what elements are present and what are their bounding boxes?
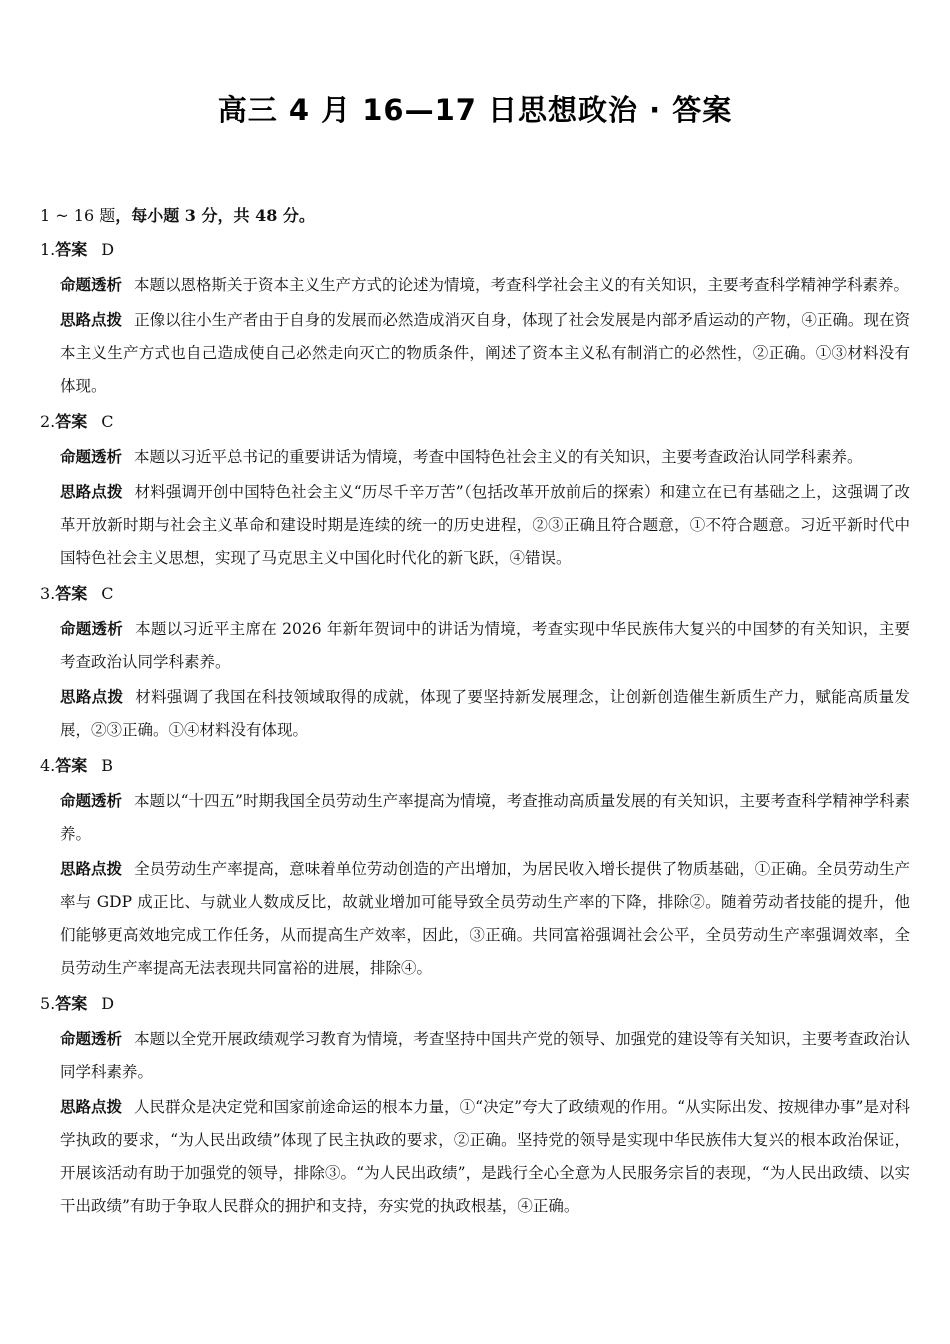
question-number: 2. [40,412,56,431]
analysis-paragraph [40,269,910,302]
analysis-label: 命题透析 [60,448,123,466]
analysis-text: 本题以习近平主席在 2026 年新年贺词中的讲话为情境，考查实现中华民族伟大复兴的中国梦的有关知识，主要考查政治认同学科素养。 [60,620,910,671]
hint-label: 思路点拨 [60,860,123,878]
hint-label: 思路点拨 [60,311,123,329]
question-block [40,237,910,403]
answer-label: 答案 [55,240,88,259]
hint-text: 人民群众是决定党和国家前途命运的根本力量，①“决定”夸大了政绩观的作用。“从实际出发、按规律办事”是对科学执政的要求，“为人民出政绩”体现了民主执政的要求，②正确。坚持党的领导是实现中华民族伟大复兴的根本政治保证，开展该活动有助于加强党的领导，排除③。“为人民出政绩”，是践行全心全意为人民服务宗旨的表现，“为人民出政绩、以实干出政绩”有助于争取人民群众的拥护和支持，夯实党的执政根基，④正确。 [60,1098,910,1215]
question-block [40,409,910,575]
question-number: 5. [40,994,56,1013]
question-block [40,991,910,1223]
hint-text: 材料强调了我国在科技领域取得的成就，体现了要坚持新发展理念，让创新创造催生新质生产力，赋能高质量发展，②③正确。①④材料没有体现。 [60,688,910,739]
hint-label: 思路点拨 [60,688,124,706]
answer-label: 答案 [55,412,88,431]
hint-text: 正像以往小生产者由于自身的发展而必然造成消灭自身，体现了社会发展是内部矛盾运动的产物，④正确。现在资本主义生产方式也自己造成使自己必然走向灭亡的物质条件，阐述了资本主义私有制消亡的必然性，②正确。①③材料没有体现。 [60,311,910,395]
answer-value: C [101,584,114,603]
hint-label: 思路点拨 [60,483,123,501]
answer-label: 答案 [55,584,88,603]
hint-label: 思路点拨 [60,1098,123,1116]
hint-text: 全员劳动生产率提高，意味着单位劳动创造的产出增加，为居民收入增长提供了物质基础，①正确。全员劳动生产率与 GDP 成正比、与就业人数成反比，故就业增加可能导致全员劳动生产率的下降，排除②。随着劳动者技能的提升，他们能够更高效地完成工作任务，从而提高生产效率，因此，③正确。共同富裕强调社会公平，全员劳动生产率强调效率，全员劳动生产率提高无法表现共同富裕的进展，排除④。 [60,860,910,977]
question-number: 1. [40,240,56,259]
answer-value: D [101,994,115,1013]
analysis-text: 本题以恩格斯关于资本主义生产方式的论述为情境，考查科学社会主义的有关知识，主要考查科学精神学科素养。 [134,276,910,294]
answer-value: C [101,412,114,431]
analysis-paragraph [40,1023,910,1089]
analysis-text: 本题以习近平总书记的重要讲话为情境，考查中国特色社会主义的有关知识，主要考查政治认同学科素养。 [134,448,863,466]
answer-line [40,991,910,1017]
analysis-text: 本题以“十四五”时期我国全员劳动生产率提高为情境，考查推动高质量发展的有关知识，主要考查科学精神学科素养。 [60,792,910,843]
hint-paragraph [40,304,910,403]
analysis-paragraph [40,613,910,679]
analysis-label: 命题透析 [60,276,123,294]
answer-line [40,409,910,435]
analysis-text: 本题以全党开展政绩观学习教育为情境，考查坚持中国共产党的领导、加强党的建设等有关知识，主要考查政治认同学科素养。 [60,1030,910,1081]
answer-label: 答案 [55,756,88,775]
hint-text: 材料强调开创中国特色社会主义“历尽千辛万苦”（包括改革开放前后的探索）和建立在已有基础之上，这强调了改革开放新时期与社会主义革命和建设时期是连续的统一的历史进程，②③正确且符合题意，①不符合题意。习近平新时代中国特色社会主义思想，实现了马克思主义中国化时代化的新飞跃，④错误。 [60,483,910,567]
answer-label: 答案 [55,994,88,1013]
scoring-rule: ，每小题 3 分，共 48 分。 [115,206,315,225]
question-block [40,753,910,985]
answer-value: D [101,240,115,259]
question-number: 3. [40,584,56,603]
analysis-label: 命题透析 [60,792,123,810]
question-range: 1 ~ 16 题 [40,206,116,225]
answer-line [40,581,910,607]
analysis-paragraph [40,441,910,474]
hint-paragraph [40,1091,910,1223]
analysis-label: 命题透析 [60,620,124,638]
answer-content [40,203,910,1229]
analysis-paragraph [40,785,910,851]
answer-value: B [101,756,114,775]
scoring-summary [40,203,910,229]
answer-line [40,237,910,263]
page-title: 高三 4 月 16—17 日思想政治 · 答案 [217,93,733,127]
answer-line [40,753,910,779]
question-number: 4. [40,756,56,775]
hint-paragraph [40,476,910,575]
analysis-label: 命题透析 [60,1030,123,1048]
hint-paragraph [40,681,910,747]
question-block [40,581,910,747]
hint-paragraph [40,853,910,985]
